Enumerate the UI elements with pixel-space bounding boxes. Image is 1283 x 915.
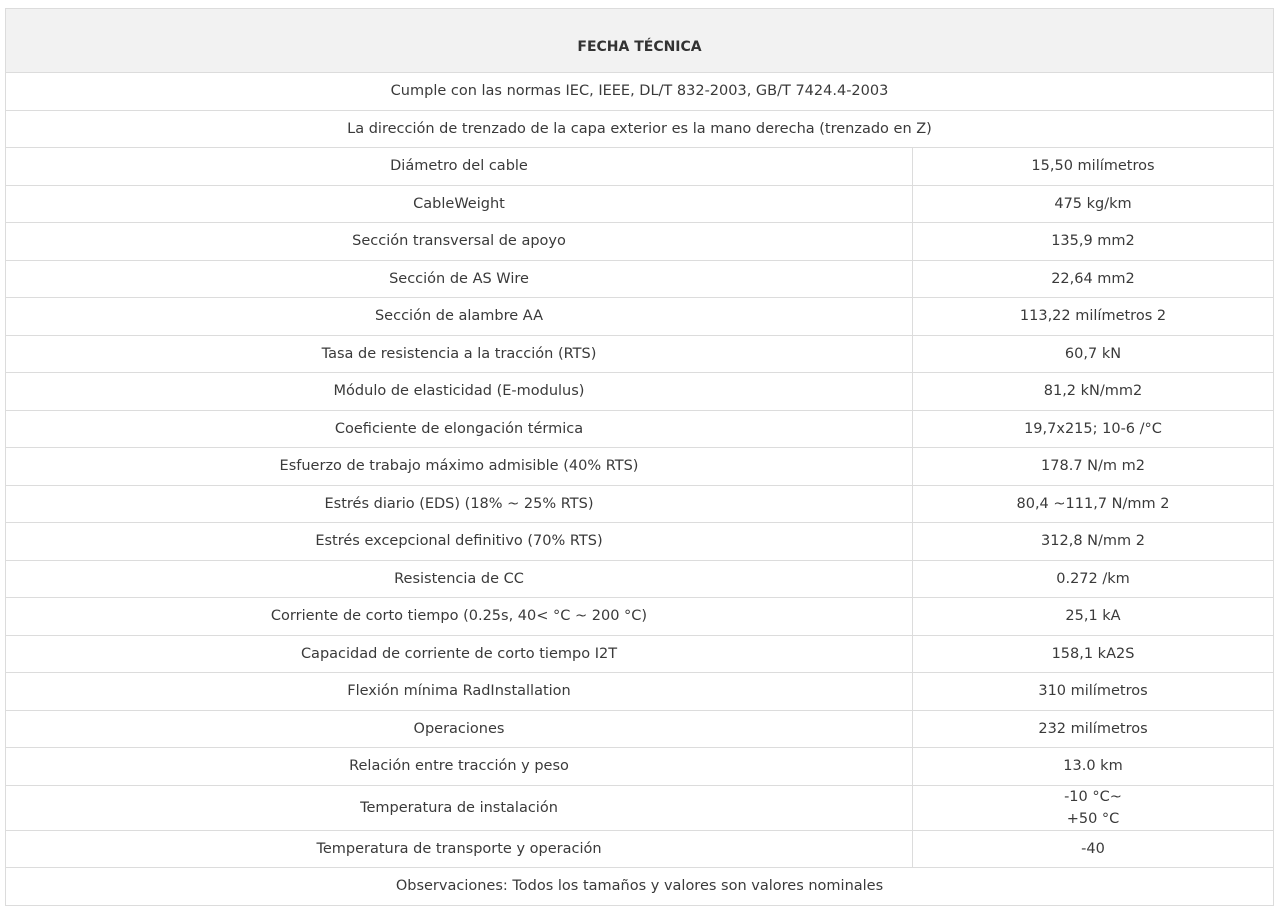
row-value: 80,4 ~111,7 N/mm 2 bbox=[913, 485, 1274, 523]
table-row bbox=[6, 260, 1274, 298]
row-value: 13.0 km bbox=[913, 748, 1274, 786]
row-value: 19,7x215; 10-6 /°C bbox=[913, 410, 1274, 448]
row-value: 232 milímetros bbox=[913, 710, 1274, 748]
row-value: 22,64 mm2 bbox=[913, 260, 1274, 298]
row-value: 475 kg/km bbox=[913, 185, 1274, 223]
row-value: 178.7 N/m m2 bbox=[913, 448, 1274, 486]
install-temp-max: +50 °C bbox=[1066, 810, 1120, 827]
table-header-row bbox=[6, 9, 1274, 73]
table-row bbox=[6, 523, 1274, 561]
row-label: Coeficiente de elongación térmica bbox=[6, 410, 913, 448]
row-label: Corriente de corto tiempo (0.25s, 40< °C ~ 200 °C) bbox=[6, 598, 913, 636]
standards-row bbox=[6, 73, 1274, 111]
row-label: Esfuerzo de trabajo máximo admisible (40% RTS) bbox=[6, 448, 913, 486]
row-label: Diámetro del cable bbox=[6, 148, 913, 186]
lay-direction-row bbox=[6, 110, 1274, 148]
row-value: 312,8 N/mm 2 bbox=[913, 523, 1274, 561]
row-label: Sección de alambre AA bbox=[6, 298, 913, 336]
table-row bbox=[6, 335, 1274, 373]
notes-text: Observaciones: Todos los tamaños y valores son valores nominales bbox=[6, 868, 1274, 906]
row-value: 15,50 milímetros bbox=[913, 148, 1274, 186]
table-row bbox=[6, 373, 1274, 411]
table-row bbox=[6, 448, 1274, 486]
row-label: Resistencia de CC bbox=[6, 560, 913, 598]
row-label: Sección de AS Wire bbox=[6, 260, 913, 298]
row-value: 113,22 milímetros 2 bbox=[913, 298, 1274, 336]
row-label: Tasa de resistencia a la tracción (RTS) bbox=[6, 335, 913, 373]
lay-direction-text: La dirección de trenzado de la capa exterior es la mano derecha (trenzado en Z) bbox=[6, 110, 1274, 148]
transport-temp-row bbox=[6, 830, 1274, 868]
table-row bbox=[6, 223, 1274, 261]
row-label: Operaciones bbox=[6, 710, 913, 748]
row-value: 310 milímetros bbox=[913, 673, 1274, 711]
install-temp-row bbox=[6, 785, 1274, 830]
table-row bbox=[6, 673, 1274, 711]
row-value: 135,9 mm2 bbox=[913, 223, 1274, 261]
row-label: Flexión mínima RadInstallation bbox=[6, 673, 913, 711]
transport-temp-label: Temperatura de transporte y operación bbox=[6, 830, 913, 868]
table-row bbox=[6, 598, 1274, 636]
install-temp-value bbox=[913, 785, 1274, 830]
notes-row bbox=[6, 868, 1274, 906]
table-row bbox=[6, 560, 1274, 598]
row-label: Estrés excepcional definitivo (70% RTS) bbox=[6, 523, 913, 561]
table-row bbox=[6, 298, 1274, 336]
install-temp-min: -10 °C~ bbox=[1064, 788, 1122, 805]
standards-text: Cumple con las normas IEC, IEEE, DL/T 832-2003, GB/T 7424.4-2003 bbox=[6, 73, 1274, 111]
table-row bbox=[6, 635, 1274, 673]
row-label: Sección transversal de apoyo bbox=[6, 223, 913, 261]
table-row bbox=[6, 410, 1274, 448]
table-row bbox=[6, 148, 1274, 186]
transport-temp-value: -40 bbox=[913, 830, 1274, 868]
table-row bbox=[6, 485, 1274, 523]
row-value: 81,2 kN/mm2 bbox=[913, 373, 1274, 411]
row-value: 0.272 /km bbox=[913, 560, 1274, 598]
table-title: FECHA TÉCNICA bbox=[6, 9, 1274, 73]
row-value: 25,1 kA bbox=[913, 598, 1274, 636]
row-label: Estrés diario (EDS) (18% ~ 25% RTS) bbox=[6, 485, 913, 523]
row-label: Relación entre tracción y peso bbox=[6, 748, 913, 786]
row-label: Módulo de elasticidad (E-modulus) bbox=[6, 373, 913, 411]
row-label: CableWeight bbox=[6, 185, 913, 223]
install-temp-label: Temperatura de instalación bbox=[6, 785, 913, 830]
table-row bbox=[6, 748, 1274, 786]
technical-spec-table bbox=[5, 8, 1274, 906]
row-label: Capacidad de corriente de corto tiempo I2T bbox=[6, 635, 913, 673]
table-row bbox=[6, 710, 1274, 748]
table-row bbox=[6, 185, 1274, 223]
row-value: 158,1 kA2S bbox=[913, 635, 1274, 673]
row-value: 60,7 kN bbox=[913, 335, 1274, 373]
